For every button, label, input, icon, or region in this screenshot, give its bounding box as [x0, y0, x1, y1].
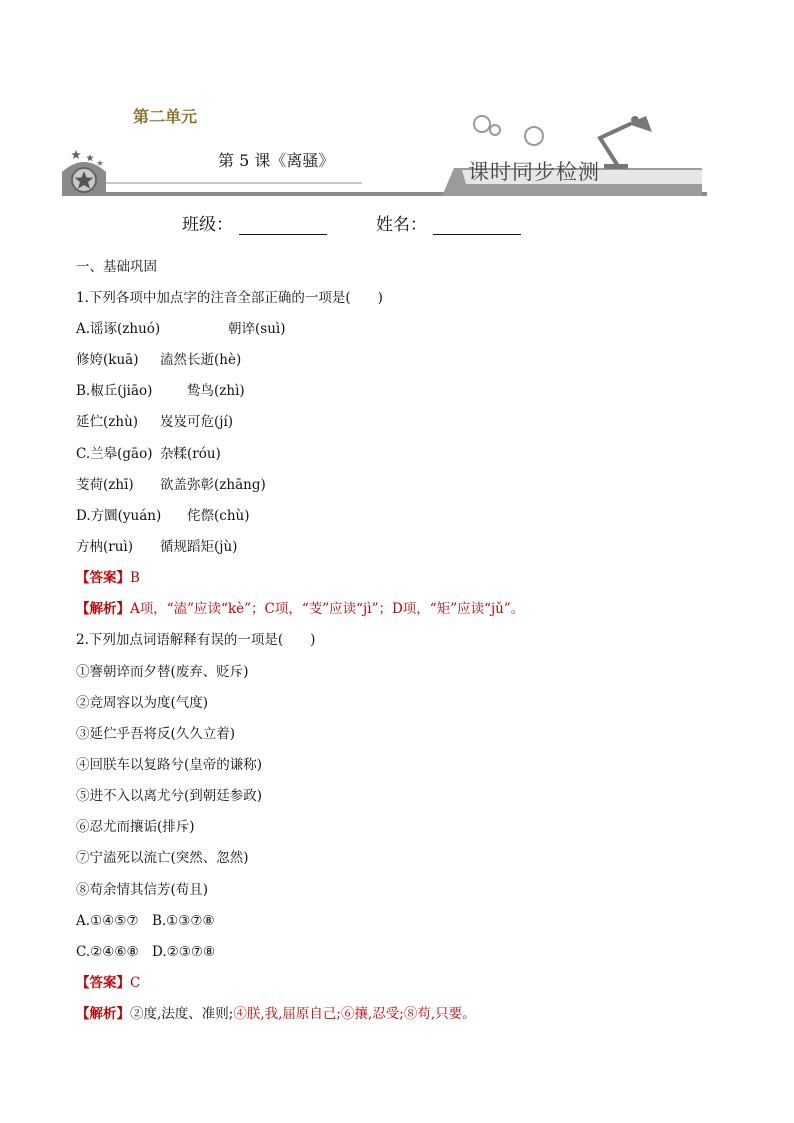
class-field: [182, 210, 327, 235]
q2-answer-value: C: [130, 975, 141, 991]
q1-answer: [76, 569, 140, 587]
banner-label: 课时同步检测: [468, 160, 600, 184]
q1-option-b1: B.椒丘(jiāo): [76, 383, 153, 399]
q1-option-c1: C.兰皋(gāo): [76, 446, 153, 462]
class-label: 班级：: [182, 215, 233, 235]
q2-analysis: [76, 1005, 476, 1023]
q1-option-d4: 循规蹈矩(jù): [160, 539, 238, 555]
name-blank[interactable]: [433, 216, 521, 235]
q2-analysis-part3: ⑥攘,忍受;: [340, 1006, 404, 1022]
q2-item: ③延伫乎吾将反(久久立着): [76, 726, 236, 742]
q2-item: ⑤进不入以离尤兮(到朝廷参政): [76, 788, 263, 804]
q1-option-a2: 朝谇(suì): [228, 321, 286, 337]
q1-stem: 1.下列各项中加点字的注音全部正确的一项是( ): [76, 290, 383, 306]
section-title: 一、基础巩固: [76, 259, 157, 275]
class-blank[interactable]: [239, 216, 327, 235]
q2-item: ④回朕车以复路兮(皇帝的谦称): [76, 757, 263, 773]
desk-lamp-icon: [600, 116, 652, 169]
q1-option-a4: 溘然长逝(hè): [160, 352, 242, 368]
q1-option-b3: 延伫(zhù): [76, 414, 139, 430]
q2-item: ⑦宁溘死以流亡(突然、忽然): [76, 850, 249, 866]
q2-item: ①謇朝谇而夕替(废弃、贬斥): [76, 664, 249, 680]
q1-option-c3: 芰荷(zhī): [76, 477, 134, 493]
q1-option-b2: 鸷鸟(zhì): [187, 383, 245, 399]
q1-option-d1: D.方圜(yuán): [76, 508, 162, 524]
star-badge-icon: [62, 150, 106, 196]
q1-option-c2: 杂糅(róu): [160, 446, 221, 462]
q2-analysis-part4: ⑧苟,只要。: [403, 1006, 476, 1022]
q1-analysis: [76, 600, 524, 618]
unit-title: 第二单元: [133, 107, 198, 126]
q1-option-a3: 修姱(kuā): [76, 352, 139, 368]
q1-analysis-tag: 【解析】: [76, 601, 130, 617]
q2-analysis-part2: ④朕,我,屈原自己;: [233, 1006, 341, 1022]
q2-item: ⑧苟余情其信芳(苟且): [76, 882, 209, 898]
name-label: 姓名：: [376, 215, 427, 235]
lesson-title: 第 5 课《离骚》: [218, 151, 335, 170]
q1-option-d3: 方枘(ruì): [76, 539, 133, 555]
q2-options-cd: C.②④⑥⑧ D.②③⑦⑧: [76, 944, 216, 960]
q1-answer-value: B: [130, 570, 140, 586]
q1-option-a1: A.谣诼(zhuó): [76, 321, 161, 337]
q1-option-c4: 欲盖弥彰(zhāng): [160, 477, 266, 493]
q2-options-ab: A.①④⑤⑦ B.①③⑦⑧: [76, 913, 215, 929]
q2-answer: [76, 974, 140, 992]
bubble-icon: [474, 116, 543, 145]
q1-answer-tag: 【答案】: [76, 570, 130, 586]
q2-item: ②竞周容以为度(气度): [76, 695, 209, 711]
q1-analysis-text: A项，“溘”应读“kè”；C项，“芰”应读“jì”；D项，“矩”应读“jǔ”。: [130, 601, 525, 617]
q2-item: ⑥忍尤而攘诟(排斥): [76, 819, 195, 835]
q2-stem: 2.下列加点词语解释有误的一项是( ): [76, 632, 316, 648]
q1-option-d2: 侘傺(chù): [187, 508, 250, 524]
name-field: [376, 210, 521, 235]
q2-analysis-tag: 【解析】: [76, 1006, 130, 1022]
header-banner: [62, 108, 707, 200]
q2-analysis-part1: ②度,法度、准则;: [130, 1006, 234, 1022]
q1-option-b4: 岌岌可危(jí): [160, 414, 234, 430]
q2-answer-tag: 【答案】: [76, 975, 130, 991]
